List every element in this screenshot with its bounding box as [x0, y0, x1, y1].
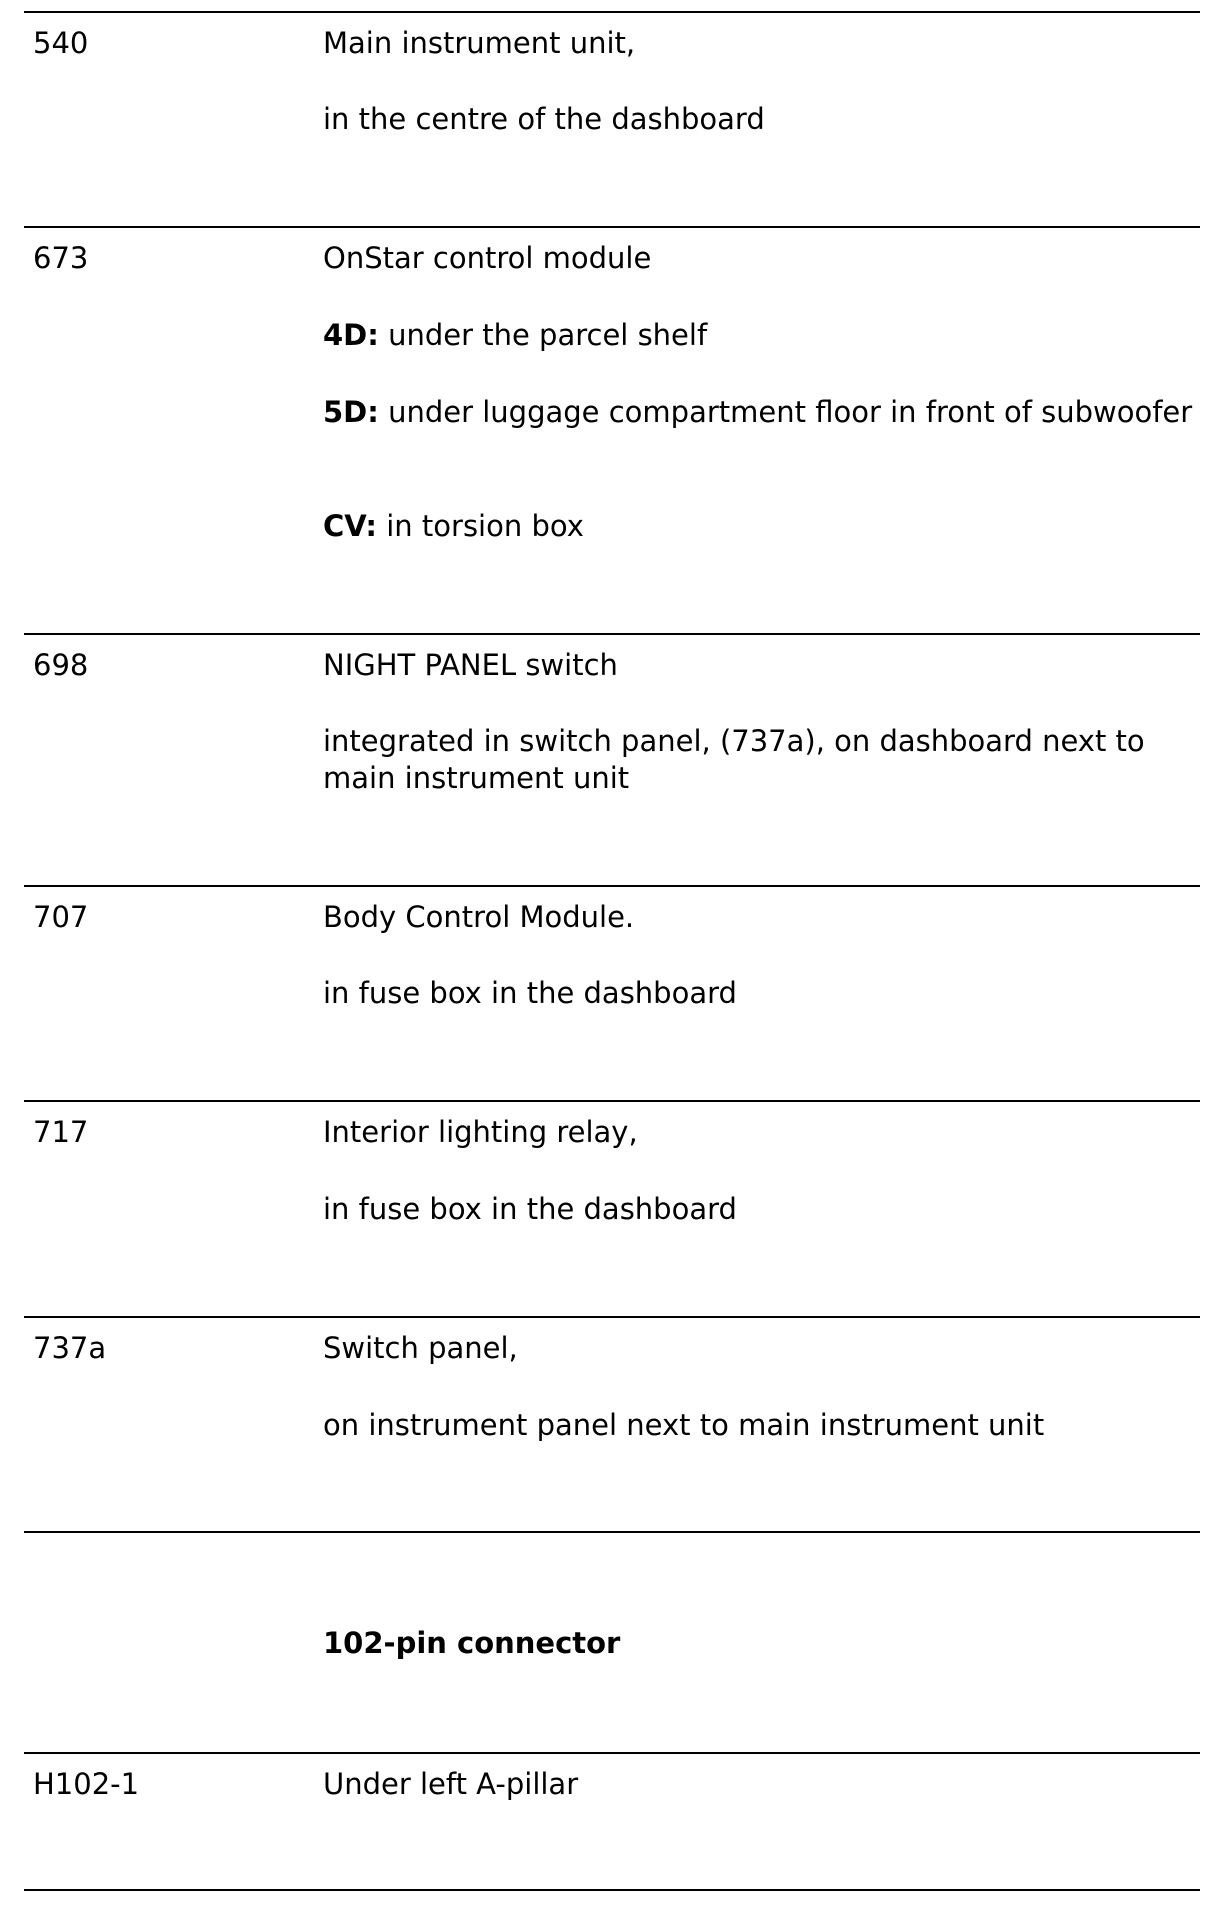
section-heading: 102-pin connector [323, 1626, 621, 1660]
variant-location: under the parcel shelf [378, 318, 708, 352]
component-location: on instrument panel next to main instrument unit [323, 1408, 1045, 1442]
component-name: NIGHT PANEL switch [323, 648, 618, 682]
component-code: 707 [33, 900, 89, 934]
component-location [323, 317, 1198, 354]
table-rule [24, 11, 1200, 13]
connector-location: Under left A-pillar [323, 1767, 579, 1801]
table-rule [24, 1752, 1200, 1754]
table-rule [24, 1889, 1200, 1891]
table-rule [24, 1100, 1200, 1102]
table-rule [24, 1316, 1200, 1318]
table-rule [24, 226, 1200, 228]
component-name: Switch panel, [323, 1331, 518, 1365]
component-location: in fuse box in the dashboard [323, 976, 737, 1010]
variant-location: under luggage compartment floor in front of subwoofer [378, 395, 1193, 429]
component-location: in fuse box in the dashboard [323, 1192, 737, 1226]
variant-label: 5D: [323, 395, 379, 429]
component-name: OnStar control module [323, 241, 652, 275]
component-code: 698 [33, 648, 89, 682]
component-location [323, 508, 1198, 545]
table-rule [24, 633, 1200, 635]
table-rule [24, 1531, 1200, 1533]
connector-code: H102-1 [33, 1767, 140, 1801]
component-name: Main instrument unit, [323, 26, 636, 60]
component-location [323, 394, 1198, 431]
component-code: 673 [33, 241, 89, 275]
component-name: Interior lighting relay, [323, 1115, 638, 1149]
component-location: in the centre of the dashboard [323, 102, 765, 136]
component-location: integrated in switch panel, (737a), on dashboard next to main instrument unit [323, 724, 1145, 795]
variant-location: in torsion box [377, 509, 584, 543]
variant-label: 4D: [323, 318, 379, 352]
component-code: 540 [33, 26, 89, 60]
variant-label: CV: [323, 509, 378, 543]
component-code: 717 [33, 1115, 89, 1149]
component-name: Body Control Module. [323, 900, 635, 934]
table-rule [24, 885, 1200, 887]
component-code: 737a [33, 1331, 107, 1365]
